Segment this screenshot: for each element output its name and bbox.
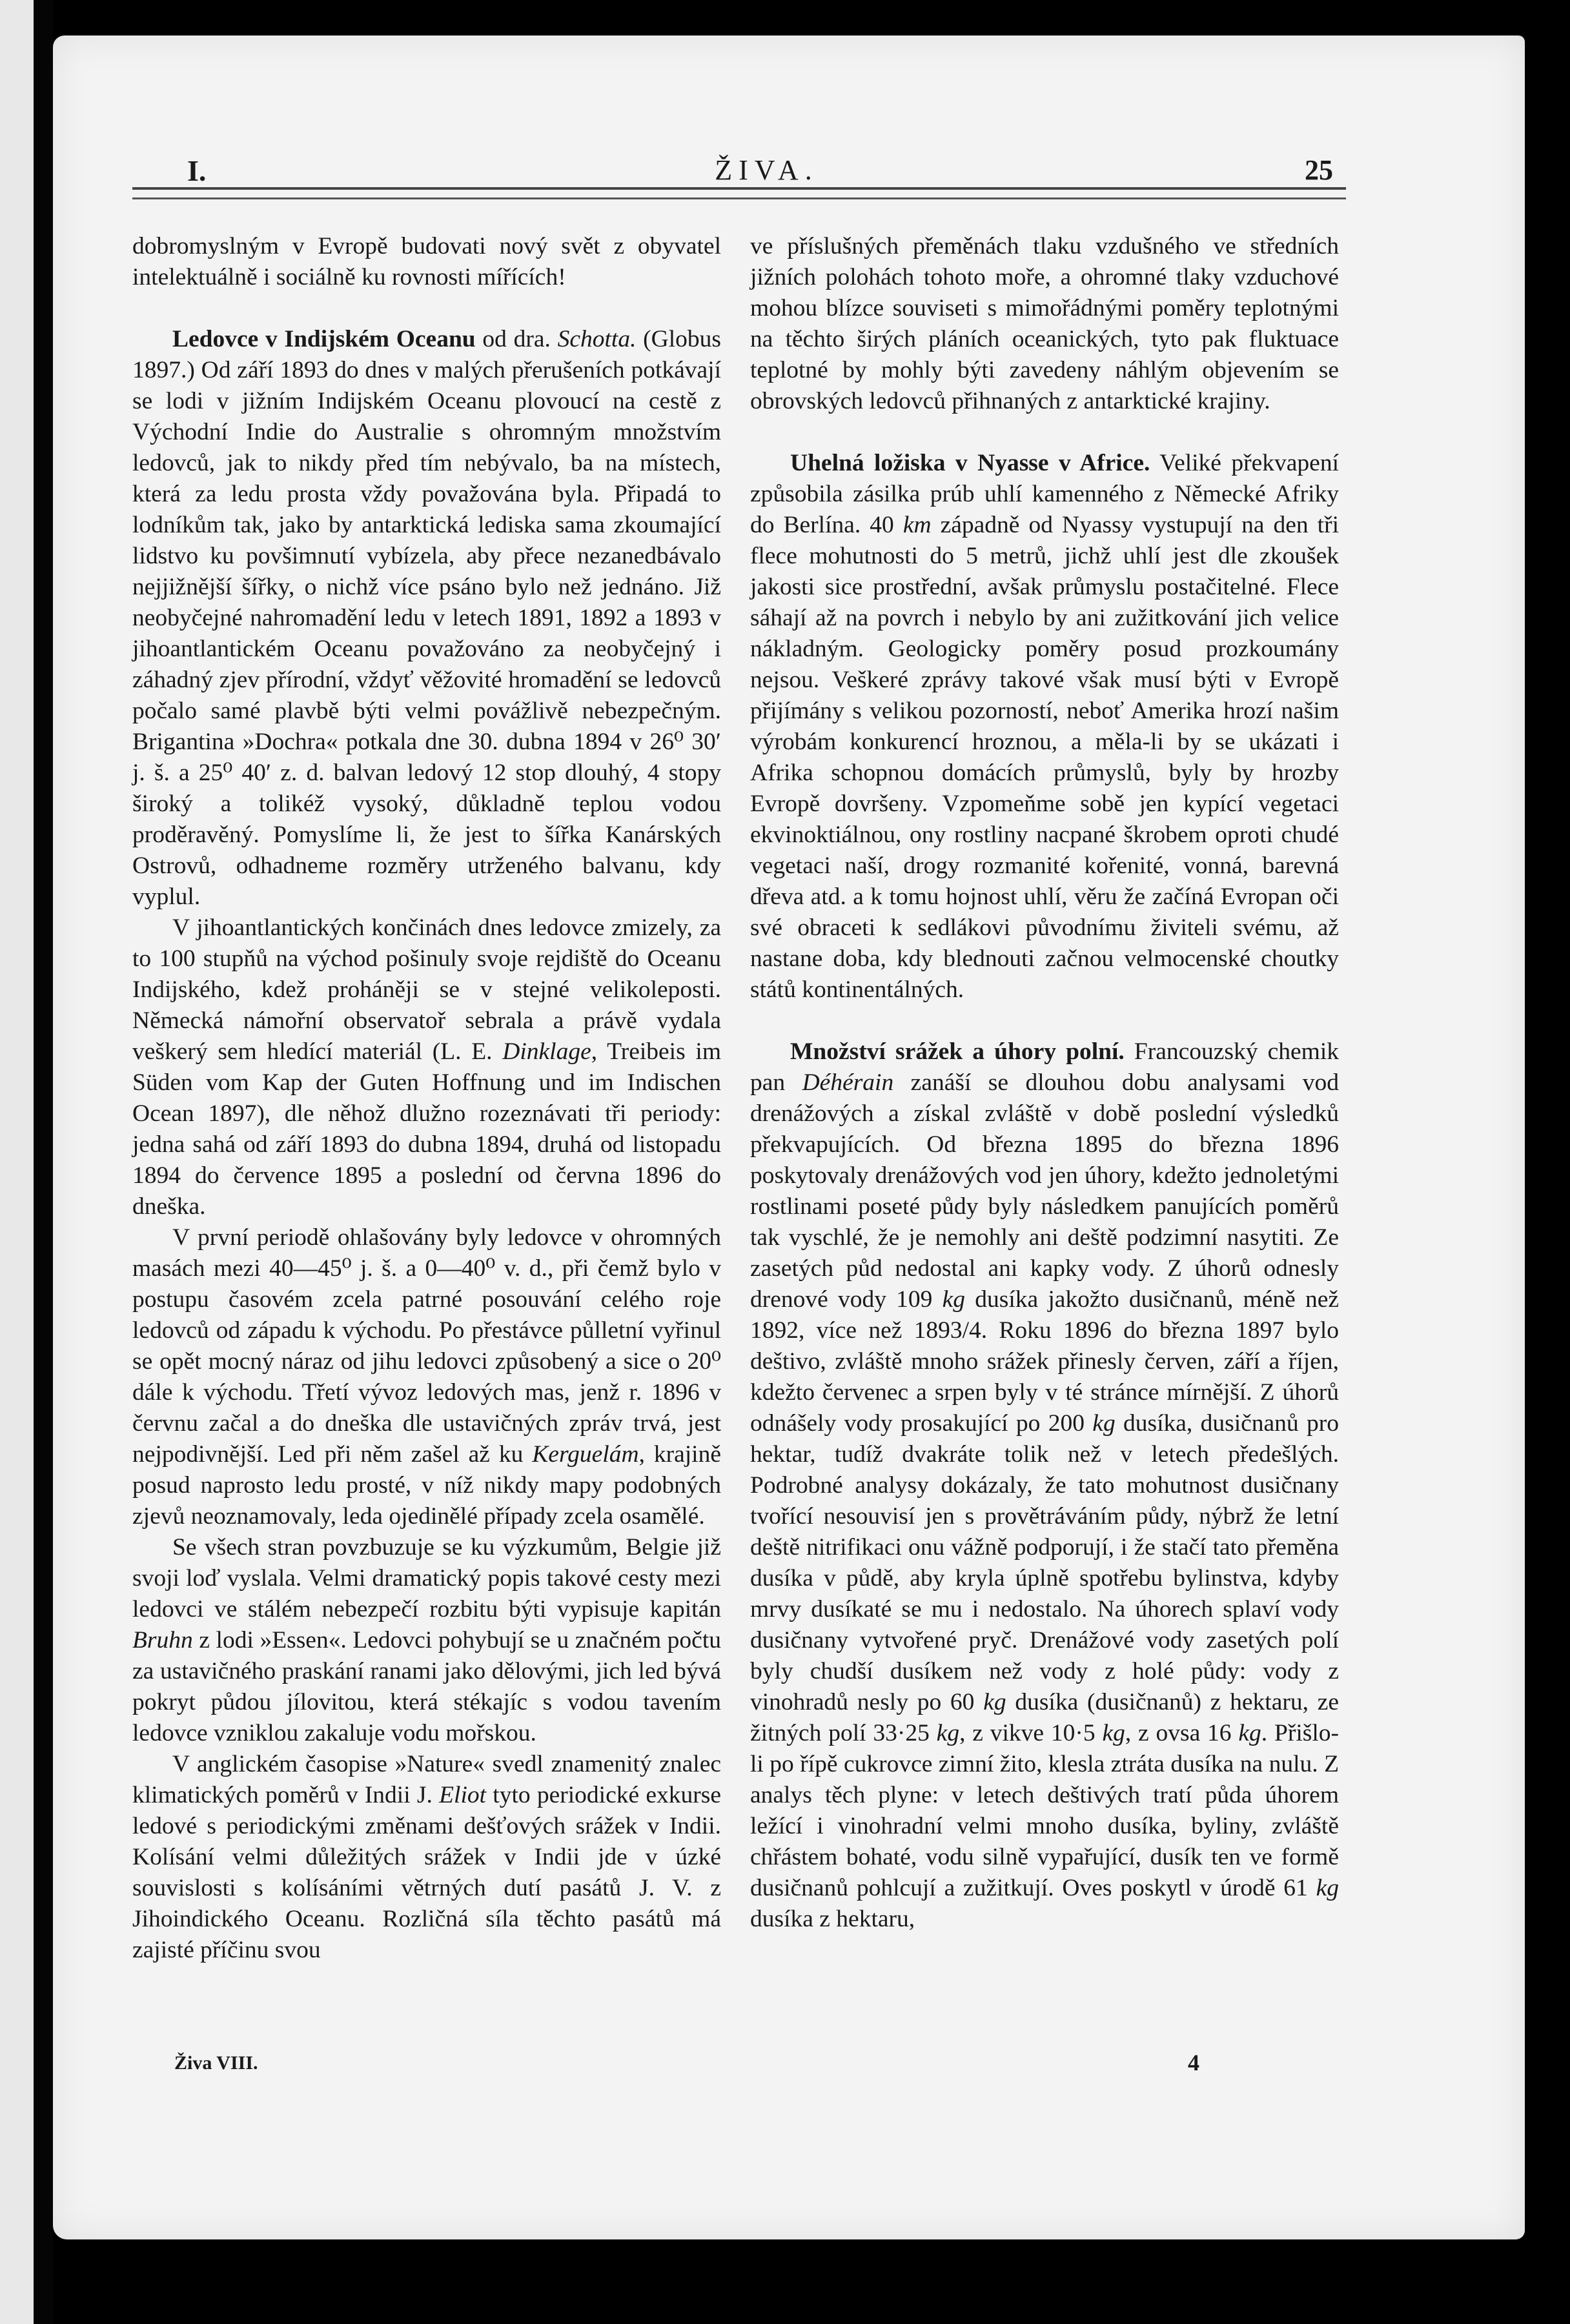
article-coal-deposits: Uhelná ložiska v Nyasse v Africe. Veliké překvapení způsobila zásilka prúb uhlí kamenného z Německé Afriky do Berlína. 40 km západně od Nyassy vystupují na den tři flece mohutnosti do 5 metrů, jichž uhlí jest dle zkoušek jakosti sice prostřední, avšak průmyslu postačitelné. Flece sáhají až na povrch i nebylo by ani zužitkování jich velice nákladným. Geologicky poměry posud prozkoumány nejsou. Veškeré zprávy takové však musí býti v Evropě přijímány s velikou pozorností, neboť Amerika hrozí našim výrobám konkurencí hroznou, a měla-li by se ukázati i Afrika schopnou domácích průmyslů, byly by hrozby Evropě dovršeny. Vzpomeňme sobě jen kypící vegetaci ekvinoktiálnou, ony rostliny nacpané škrobem oproti chudé vegetaci naší, drogy rozmanité kořenité, vonná, barevná dřeva atd. a k tomu hojnost uhlí, věru že začíná Evropan oči své obraceti k sedlákovi původnímu živiteli svému, až nastane doba, kdy blednouti začnou velmocenské choutky států kontinentálných. [750, 450, 1339, 1003]
footer-volume: Živa VIII. [174, 2052, 258, 2074]
header-double-rule [132, 187, 1346, 199]
paragraph: V první periodě ohlašovány byly ledovce v ohromných masách mezi 40—45⁰ j. š. a 0—40⁰ v. d., při čemž bylo v postupu časovém zcela patrné posouvání celého roje ledovců od západu k východu. Po přestávce půlletní vyřinul se opět mocný náraz od jihu ledovci způsobený a sice o 20⁰ dále k východu. Třetí vývoz ledových mas, jenž r. 1896 v červnu začal a do dneška dle ustavičných zpráv trvá, jest nejpodivnější. Led při něm zašel až ku Kerguelám, krajině posud naprosto ledu prosté, v níž nikdy mapy podobných zjevů neoznamovaly, leda ojedinělé případy zcela osamělé. [132, 1224, 721, 1530]
scan-left-edge [34, 0, 53, 2324]
article-precipitation: Množství srážek a úhory polní. Francouzský chemik pan Déhérain zanáší se dlouhou dobu analysami vod drenážových a získal zvláště v době poslední výsledků překvapujících. Od března 1895 do března 1896 poskytovaly drenážových vod jen úhory, kdežto jednoletými rostlinami poseté půdy byly následkem panujících poměrů tak vyschlé, že je nemohly ani deště podzimní nasytiti. Ze zasetých půd nedostal ani kapky vody. Z úhorů odnesly drenové vody 109 kg dusíka jakožto dusičnanů, méně než 1892, více než 1893/4. Roku 1896 do března 1897 bylo deštivo, zvláště mnoho srážek přinesly červen, září a říjen, kdežto červenec a srpen byly v té stránce mírnější. Z úhorů odnášely vody prosakující po 200 kg dusíka, dusičnanů pro hektar, tudíž dvakráte tolik než v letech předešlých. Podrobné analysy dokázaly, že tato mohutnost dusičnany tvořící nesouvisí jen s provětráváním půdy, nýbrž že letní deště nitrifikaci onu vážně podporují, i že stačí tato přeměna dusíka v půdě, aby kryla úplně spotřebu bylinstva, kdyby mrvy dusíkaté se mu i nedostalo. Na úhorech splaví vody dusičnany vytvořené pryč. Drenážové vody zasetých polí byly chudší dusíkem než vody z holé půdy: vody z vinohradů nesly po 60 kg dusíka (dusičnanů) z hektaru, ze žitných polí 33·25 kg, z vikve 10·5 kg, z ovsa 16 kg. Přišlo-li po řípě cukrovce zimní žito, klesla ztráta dusíka na nulu. Z analys těch plyne: v letech deštivých tratí půda úhorem ležící i vinohradní velmi mnoho dusíka, byliny, zvláště chřástem bohaté, vodu silně vypařující, dusík ten ve formě dusičnanů pohlcují a zužitkují. Oves poskytl v úrodě 61 kg dusíka z hektaru, [750, 1038, 1340, 1932]
left-column [132, 231, 721, 1966]
article-title: Uhelná ložiska v Nyasse v Africe. [790, 450, 1150, 476]
paragraph: V jihoantlantických končinách dnes ledovce zmizely, za to 100 stupňů na východ pošinuly svoje rejdiště do Oceanu Indijského, kdež proháněji se v stejné velikoleposti. Německá námořní observatoř sebrala a právě vydala veškerý sem hledící materiál (L. E. Dinklage, Treibeis im Süden vom Kap der Guten Hoffnung und im Indischen Ocean 1897), dle něhož dlužno rozeznávati tři periody: jedna sahá od září 1893 do dubna 1894, druhá od listopadu 1894 do července 1895 a poslední od června 1896 do dneška. [132, 914, 721, 1220]
paragraph: Se všech stran povzbuzuje se ku výzkumům, Belgie již svoji loď vyslala. Velmi dramatický popis takové cesty mezi ledovci ve stálém nebezpečí rozbitu býti vypisuje kapitán Bruhn z lodi »Essen«. Ledovci pohybují se u značném počtu za ustavičného praskání ranami jako dělovými, jich led bývá pokryt půdou jílovitou, která stékajíc s vodou tavením ledovce vzniklou zakaluje vodu mořskou. [132, 1534, 721, 1746]
running-header [187, 154, 1346, 192]
scan-left-margin [0, 0, 34, 2324]
article-title: Ledovce v Indijském Oceanu [172, 326, 476, 352]
article-icebergs: Ledovce v Indijském Oceanu od dra. Schotta. (Globus 1897.) Od září 1893 do dnes v malých přerušeních potkávají se lodi v jižním Indijském Oceanu plovoucí na cestě z Východní Indie do Australie s ohromným množstvím ledovců, jak to nikdy před tím nebývalo, ba na místech, která za ledu prosta vždy považována byla. Připadá to lodníkům tak, jako by antarktická lediska sama zkoumající lidstvo ku povšimnutí vybízela, aby přece nezanedbávalo nejjižnější šířky, o nichž více psáno bylo než jednáno. Již neobyčejné nahromadění ledu v letech 1891, 1892 a 1893 v jihoantlantickém Oceanu považováno za neobyčejný i záhadný zjev přírodní, vždyť věžovité hromadění se ledovců počalo samé plavbě býti velmi povážlivě nebezpečným. Brigantina »Dochra« potkala dne 30. dubna 1894 v 26⁰ 30′ j. š. a 25⁰ 40′ z. d. balvan ledový 12 stop dlouhý, 4 stopy široký a tolikéž vysoký, důkladně teplou vodou proděravěný. Pomyslíme li, že jest to šířka Kanárských Ostrovů, odhadneme rozměry utrženého balvanu, kdy vyplul. [132, 326, 722, 910]
paragraph-continuation: dobromyslným v Evropě budovati nový svět z obyvatel intelektuálně i sociálně ku rovnosti mířících! [132, 233, 721, 290]
page-number: 25 [1305, 154, 1333, 186]
paragraph-continuation: ve příslušných přeměnách tlaku vzdušného ve středních jižních polohách tohoto moře, a ohromné tlaky vzduchové mohou blízce souviseti s mimořádnými poměry teplotnými na těchto širých pláních oceanických, tyto pak fluktuace teplotné by mohly býti zavedeny náhlým objevením se obrovských ledovců přihnaných z antarktické krajiny. [750, 233, 1339, 414]
volume-marker: I. [187, 154, 207, 187]
article-title: Množství srážek a úhory polní. [790, 1038, 1125, 1065]
signature-mark: 4 [1188, 2050, 1199, 2076]
right-column [750, 231, 1339, 1935]
paragraph: V anglickém časopise »Nature« svedl znamenitý znalec klimatických poměrů v Indii J. Eliot tyto periodické exkurse ledové s periodickými změnami dešťových srážek v Indii. Kolísání velmi důležitých srážek v Indii jde v úzké souvislosti s kolísáními větrných dutí pasátů J. V. z Jihoindického Oceanu. Rozličná síla těchto pasátů má zajisté příčinu svou [132, 1751, 722, 1963]
journal-title: ŽIVA. [715, 154, 819, 186]
article-author: Schotta. [557, 326, 637, 352]
